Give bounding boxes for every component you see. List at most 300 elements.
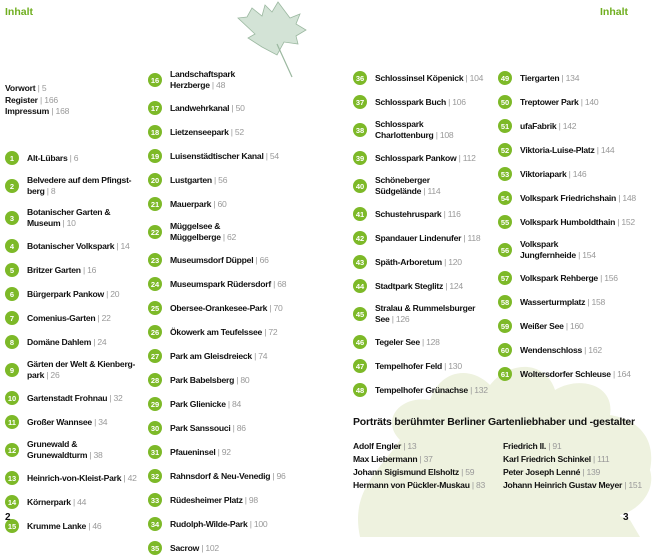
page-ref: 74 xyxy=(258,350,268,361)
toc-entry xyxy=(170,471,286,482)
toc-item[interactable] xyxy=(148,392,298,416)
number-badge: 42 xyxy=(353,231,367,245)
entry-title: Grunewald & Grunewaldturm xyxy=(27,439,88,460)
number-badge: 9 xyxy=(5,363,19,377)
number-badge: 4 xyxy=(5,239,19,253)
page-ref: 108 xyxy=(439,130,454,140)
toc-entry xyxy=(170,151,279,162)
entry-title: Alt-Lübars xyxy=(27,152,68,163)
entry-title: Lietzenseepark xyxy=(170,126,229,137)
portrait-name: Max Liebermann xyxy=(353,454,418,464)
portrait-item[interactable] xyxy=(353,479,503,491)
number-badge: 53 xyxy=(498,167,512,181)
entry-page: | 6 xyxy=(69,152,79,163)
toc-entry xyxy=(520,273,618,284)
entry-title: Rahnsdorf & Neu-Venedig xyxy=(170,470,271,481)
entry-title: Viktoriapark xyxy=(520,168,567,179)
entry-title: Park Sanssouci xyxy=(170,422,231,433)
page-ref: 140 xyxy=(584,96,599,107)
number-badge: 22 xyxy=(148,225,162,239)
entry-page: | 106 xyxy=(448,96,466,107)
entry-title: Belvedere auf dem Pfingst- berg xyxy=(27,175,132,196)
number-badge: 51 xyxy=(498,119,512,133)
toc-item[interactable] xyxy=(498,186,648,210)
toc-entry xyxy=(520,297,605,308)
header-right: Inhalt xyxy=(600,6,628,18)
entry-title: Woltersdorfer Schleuse xyxy=(520,368,611,379)
portrait-item[interactable] xyxy=(503,440,653,452)
entry-page: | 102 xyxy=(201,542,219,553)
entry-title: Treptower Park xyxy=(520,96,579,107)
portrait-page: | 151 xyxy=(624,480,642,490)
toc-item[interactable] xyxy=(498,290,648,314)
front-item[interactable]: Impressum | 168 xyxy=(5,106,70,116)
entry-page: | 38 xyxy=(89,450,103,460)
page-ref: 83 xyxy=(475,480,486,490)
toc-item[interactable] xyxy=(353,90,503,114)
number-badge: 16 xyxy=(148,73,162,87)
toc-column-3 xyxy=(353,66,503,402)
toc-item[interactable] xyxy=(5,434,155,466)
toc-entry xyxy=(375,97,466,108)
portrait-item[interactable] xyxy=(503,479,653,491)
toc-item[interactable] xyxy=(5,170,155,202)
page-ref: 32 xyxy=(113,392,123,403)
toc-item[interactable] xyxy=(148,192,298,216)
toc-item[interactable] xyxy=(148,488,298,512)
number-badge: 11 xyxy=(5,415,19,429)
toc-entry xyxy=(520,321,584,332)
entry-title: Großer Wannsee xyxy=(27,416,92,427)
page-ref: 142 xyxy=(562,120,577,131)
page-ref: 130 xyxy=(448,360,462,371)
entry-page: | 140 xyxy=(580,96,599,107)
number-badge: 52 xyxy=(498,143,512,157)
number-badge: 37 xyxy=(353,95,367,109)
entry-title: Späth-Arboretum xyxy=(375,256,442,267)
number-badge: 44 xyxy=(353,279,367,293)
toc-item[interactable] xyxy=(5,466,155,490)
number-badge: 31 xyxy=(148,445,162,459)
toc-item[interactable] xyxy=(5,330,155,354)
number-badge: 49 xyxy=(498,71,512,85)
entry-page: | 22 xyxy=(97,312,111,323)
toc-item[interactable] xyxy=(498,114,648,138)
toc-item[interactable] xyxy=(353,250,503,274)
page-ref: 44 xyxy=(77,496,87,507)
number-badge: 23 xyxy=(148,253,162,267)
entry-title: Lustgarten xyxy=(170,174,212,185)
toc-entry xyxy=(170,199,227,210)
page-ref: 111 xyxy=(597,454,610,464)
toc-item[interactable] xyxy=(5,490,155,514)
entry-page: | 100 xyxy=(249,518,268,529)
front-item[interactable]: Vorwort | 5 xyxy=(5,83,47,93)
number-badge: 26 xyxy=(148,325,162,339)
toc-item[interactable] xyxy=(498,338,648,362)
toc-entry xyxy=(27,521,101,532)
entry-page: | 10 xyxy=(62,218,76,228)
entry-title: Tiergarten xyxy=(520,72,560,83)
toc-entry xyxy=(27,359,135,381)
page-ref: 37 xyxy=(423,454,433,464)
entry-page: | 72 xyxy=(264,326,278,337)
toc-item[interactable] xyxy=(148,536,298,560)
toc-entry xyxy=(170,495,258,506)
entry-title: Schlossinsel Köpenick xyxy=(375,72,464,83)
entry-title: Park Babelsberg xyxy=(170,374,235,385)
entry-title: Obersee-Orankesee-Park xyxy=(170,302,268,313)
page-ref: 68 xyxy=(277,278,287,289)
toc-item[interactable] xyxy=(498,314,648,338)
entry-title: Volkspark Friedrichshain xyxy=(520,192,617,203)
toc-entry xyxy=(375,257,462,268)
toc-item[interactable] xyxy=(353,146,503,170)
toc-entry xyxy=(375,119,453,141)
toc-item[interactable] xyxy=(5,306,155,330)
toc-item[interactable] xyxy=(148,368,298,392)
page-ref: 66 xyxy=(259,254,269,265)
front-item[interactable]: Register | 166 xyxy=(5,94,58,105)
entry-page: | 160 xyxy=(565,320,584,331)
entry-title: Museumspark Rüdersdorf xyxy=(170,278,271,289)
entry-title: Stralau & Rummelsburger See xyxy=(375,303,476,324)
page-ref: 70 xyxy=(273,302,283,313)
entry-page: | 62 xyxy=(222,232,237,242)
page-ref: 14 xyxy=(120,240,130,251)
number-badge: 25 xyxy=(148,301,162,315)
entry-page: | 66 xyxy=(255,254,269,265)
page-ref: 102 xyxy=(205,542,219,553)
toc-item[interactable] xyxy=(353,274,503,298)
portrait-page: | 83 xyxy=(471,480,486,490)
entry-title: Tempelhofer Grünachse xyxy=(375,384,468,395)
page-ref: 26 xyxy=(50,370,60,380)
entry-title: Schöneberger Südgelände xyxy=(375,175,430,196)
toc-item[interactable] xyxy=(148,216,298,248)
toc-entry xyxy=(170,519,267,530)
page-ref: 152 xyxy=(621,216,635,227)
number-badge: 61 xyxy=(498,367,512,381)
toc-item[interactable] xyxy=(5,234,155,258)
toc-entry xyxy=(375,73,483,84)
toc-item[interactable] xyxy=(148,296,298,320)
toc-entry xyxy=(520,73,579,84)
entry-page: | 116 xyxy=(443,208,461,219)
entry-page: | 142 xyxy=(558,120,577,131)
entry-page: | 92 xyxy=(217,446,231,457)
toc-item[interactable] xyxy=(498,162,648,186)
toc-item[interactable] xyxy=(498,90,648,114)
entry-page: | 164 xyxy=(612,368,631,379)
page-ref: 60 xyxy=(217,198,227,209)
page-ref: 10 xyxy=(66,218,76,228)
page-ref: 20 xyxy=(110,288,120,299)
toc-item[interactable] xyxy=(353,202,503,226)
toc-item[interactable] xyxy=(498,266,648,290)
entry-title: Britzer Garten xyxy=(27,264,81,275)
toc-item[interactable] xyxy=(498,210,648,234)
toc-entry xyxy=(375,281,463,292)
number-badge: 41 xyxy=(353,207,367,221)
entry-page: | 120 xyxy=(444,256,462,267)
number-badge: 54 xyxy=(498,191,512,205)
toc-entry xyxy=(170,399,241,410)
number-badge: 18 xyxy=(148,125,162,139)
toc-item[interactable] xyxy=(498,362,648,386)
toc-item[interactable] xyxy=(353,114,503,146)
entry-title: Gartenstadt Frohnau xyxy=(27,392,108,403)
entry-page: | 112 xyxy=(458,152,476,163)
toc-item[interactable] xyxy=(148,416,298,440)
entry-title: Schlosspark Pankow xyxy=(375,152,457,163)
toc-item[interactable] xyxy=(498,234,648,266)
toc-entry xyxy=(170,327,277,338)
entry-page: | 126 xyxy=(391,314,410,324)
toc-entry xyxy=(170,255,269,266)
toc-item[interactable] xyxy=(148,144,298,168)
toc-item[interactable] xyxy=(353,354,503,378)
page-ref: 86 xyxy=(236,422,246,433)
number-badge: 8 xyxy=(5,335,19,349)
entry-page: | 34 xyxy=(94,416,108,427)
portraits-heading: Porträts berühmter Berliner Gartenliebhaber und -gestalter xyxy=(353,416,635,428)
page-ref: 124 xyxy=(449,280,463,291)
page-ref: 162 xyxy=(588,344,602,355)
entry-page: | 68 xyxy=(273,278,287,289)
toc-item[interactable] xyxy=(148,320,298,344)
number-badge: 48 xyxy=(353,383,367,397)
entry-title: Weißer See xyxy=(520,320,564,331)
toc-item[interactable] xyxy=(353,298,503,330)
toc-entry xyxy=(170,279,286,290)
toc-column-4 xyxy=(498,66,648,386)
toc-column-1 xyxy=(5,146,155,538)
portrait-name: Johann Sigismund Elsholtz xyxy=(353,467,459,477)
number-badge: 29 xyxy=(148,397,162,411)
page-ref: 24 xyxy=(97,336,107,347)
toc-entry xyxy=(27,497,86,508)
entry-page: | 14 xyxy=(116,240,130,251)
toc-item[interactable] xyxy=(5,386,155,410)
number-badge: 43 xyxy=(353,255,367,269)
number-badge: 21 xyxy=(148,197,162,211)
number-badge: 5 xyxy=(5,263,19,277)
portrait-item[interactable] xyxy=(353,453,503,465)
toc-item[interactable] xyxy=(5,146,155,170)
toc-item[interactable] xyxy=(148,344,298,368)
number-badge: 35 xyxy=(148,541,162,555)
portrait-page: | 111 xyxy=(593,454,610,464)
page-ref: 158 xyxy=(591,296,606,307)
toc-entry xyxy=(520,345,602,356)
entry-page: | 52 xyxy=(230,126,244,137)
entry-title: Luisenstädtischer Kanal xyxy=(170,150,264,161)
entry-title: Botanischer Volkspark xyxy=(27,240,115,251)
number-badge: 24 xyxy=(148,277,162,291)
page-ref: 134 xyxy=(565,72,580,83)
entry-title: Viktoria-Luise-Platz xyxy=(520,144,595,155)
front-matter xyxy=(5,83,69,118)
header-left: Inhalt xyxy=(5,6,33,18)
entry-title: Mauerpark xyxy=(170,198,212,209)
page-ref: 148 xyxy=(622,192,636,203)
page-ref: 80 xyxy=(240,374,250,385)
number-badge: 20 xyxy=(148,173,162,187)
number-badge: 50 xyxy=(498,95,512,109)
toc-item[interactable] xyxy=(353,226,503,250)
toc-item[interactable] xyxy=(498,138,648,162)
number-badge: 38 xyxy=(353,123,367,137)
page-ref: 154 xyxy=(582,250,596,260)
entry-page: | 98 xyxy=(244,494,258,505)
toc-item[interactable] xyxy=(148,64,298,96)
page-ref: 120 xyxy=(448,256,462,267)
entry-page: | 20 xyxy=(106,288,120,299)
portrait-name: Peter Joseph Lenné xyxy=(503,467,581,477)
toc-entry xyxy=(27,153,78,164)
entry-page: | 56 xyxy=(214,174,228,185)
entry-title: Heinrich-von-Kleist-Park xyxy=(27,472,122,483)
number-badge: 15 xyxy=(5,519,19,533)
entry-page: | 114 xyxy=(423,186,441,196)
page-ref: 151 xyxy=(628,480,642,490)
toc-entry xyxy=(520,193,636,204)
number-badge: 30 xyxy=(148,421,162,435)
page-ref: 104 xyxy=(469,72,484,83)
page-ref: 126 xyxy=(395,314,410,324)
entry-title: Stadtpark Steglitz xyxy=(375,280,444,291)
page-ref: 146 xyxy=(572,168,587,179)
page-ref: 62 xyxy=(227,232,237,242)
number-badge: 7 xyxy=(5,311,19,325)
toc-item[interactable] xyxy=(498,66,648,90)
toc-entry xyxy=(27,393,123,404)
toc-item[interactable] xyxy=(5,354,155,386)
entry-title: Domäne Dahlem xyxy=(27,336,92,347)
portrait-item[interactable] xyxy=(503,466,653,478)
toc-item[interactable] xyxy=(5,202,155,234)
toc-item[interactable] xyxy=(353,170,503,202)
toc-entry xyxy=(27,289,119,300)
portrait-item[interactable] xyxy=(353,466,503,478)
number-badge: 12 xyxy=(5,443,19,457)
portrait-name: Friedrich II. xyxy=(503,441,547,451)
number-badge: 17 xyxy=(148,101,162,115)
number-badge: 28 xyxy=(148,373,162,387)
toc-item[interactable] xyxy=(5,258,155,282)
toc-item[interactable] xyxy=(5,410,155,434)
entry-page: | 162 xyxy=(584,344,602,355)
toc-item[interactable] xyxy=(148,168,298,192)
toc-entry xyxy=(520,217,635,228)
entry-page: | 152 xyxy=(617,216,635,227)
entry-page: | 54 xyxy=(265,150,279,161)
toc-item[interactable] xyxy=(148,96,298,120)
page-ref: 98 xyxy=(248,494,258,505)
toc-column-2 xyxy=(148,64,298,560)
toc-entry xyxy=(375,385,488,396)
portraits-section xyxy=(353,416,653,491)
toc-entry xyxy=(27,313,111,324)
toc-entry xyxy=(170,69,235,91)
toc-item[interactable] xyxy=(148,440,298,464)
toc-item[interactable] xyxy=(148,464,298,488)
toc-item[interactable] xyxy=(148,248,298,272)
entry-page: | 118 xyxy=(463,232,481,243)
number-badge: 19 xyxy=(148,149,162,163)
toc-item[interactable] xyxy=(353,378,503,402)
toc-entry xyxy=(375,233,480,244)
page-ref: 156 xyxy=(604,272,618,283)
toc-entry xyxy=(27,265,96,276)
page-ref: 96 xyxy=(276,470,286,481)
toc-entry xyxy=(375,175,440,197)
number-badge: 55 xyxy=(498,215,512,229)
entry-title: Schlosspark Buch xyxy=(375,96,446,107)
entry-title: Müggelsee & Müggelberge xyxy=(170,221,221,242)
number-badge: 47 xyxy=(353,359,367,373)
page-ref: 114 xyxy=(427,186,441,196)
toc-entry xyxy=(27,439,103,461)
entry-title: Landwehrkanal xyxy=(170,102,230,113)
entry-page: | 146 xyxy=(568,168,587,179)
toc-item[interactable] xyxy=(148,272,298,296)
portrait-name: Karl Friedrich Schinkel xyxy=(503,454,591,464)
entry-title: Gärten der Welt & Kienberg- park xyxy=(27,359,136,380)
toc-item[interactable] xyxy=(148,120,298,144)
toc-entry xyxy=(27,241,130,252)
toc-entry xyxy=(170,303,283,314)
toc-entry xyxy=(27,417,107,428)
toc-entry xyxy=(520,97,598,108)
entry-page: | 86 xyxy=(232,422,246,433)
page-ref: 112 xyxy=(462,152,476,163)
toc-item[interactable] xyxy=(5,514,155,538)
number-badge: 32 xyxy=(148,469,162,483)
toc-entry xyxy=(520,239,596,261)
entry-page: | 144 xyxy=(596,144,615,155)
page-ref: 84 xyxy=(232,398,242,409)
entry-page: | 32 xyxy=(109,392,123,403)
toc-entry xyxy=(27,473,137,484)
toc-item[interactable] xyxy=(353,330,503,354)
toc-entry xyxy=(170,543,219,554)
portrait-name: Johann Heinrich Gustav Meyer xyxy=(503,480,623,490)
entry-page: | 154 xyxy=(578,250,596,260)
entry-title: Krumme Lanke xyxy=(27,520,87,531)
entry-page: | 104 xyxy=(465,72,484,83)
toc-entry xyxy=(375,153,476,164)
portrait-page: | 91 xyxy=(548,441,562,451)
portrait-item[interactable] xyxy=(503,453,653,465)
entry-page: | 156 xyxy=(600,272,618,283)
portrait-name: Adolf Engler xyxy=(353,441,402,451)
toc-item[interactable] xyxy=(353,66,503,90)
toc-item[interactable] xyxy=(148,512,298,536)
page-ref: 48 xyxy=(216,80,226,90)
entry-page: | 96 xyxy=(272,470,286,481)
toc-item[interactable] xyxy=(5,282,155,306)
number-badge: 59 xyxy=(498,319,512,333)
toc-entry xyxy=(27,337,106,348)
portrait-item[interactable] xyxy=(353,440,503,452)
entry-title: Tempelhofer Feld xyxy=(375,360,442,371)
entry-page: | 26 xyxy=(46,370,60,380)
page-ref: 160 xyxy=(569,320,584,331)
toc-entry xyxy=(170,351,267,362)
page-ref: 91 xyxy=(552,441,562,451)
